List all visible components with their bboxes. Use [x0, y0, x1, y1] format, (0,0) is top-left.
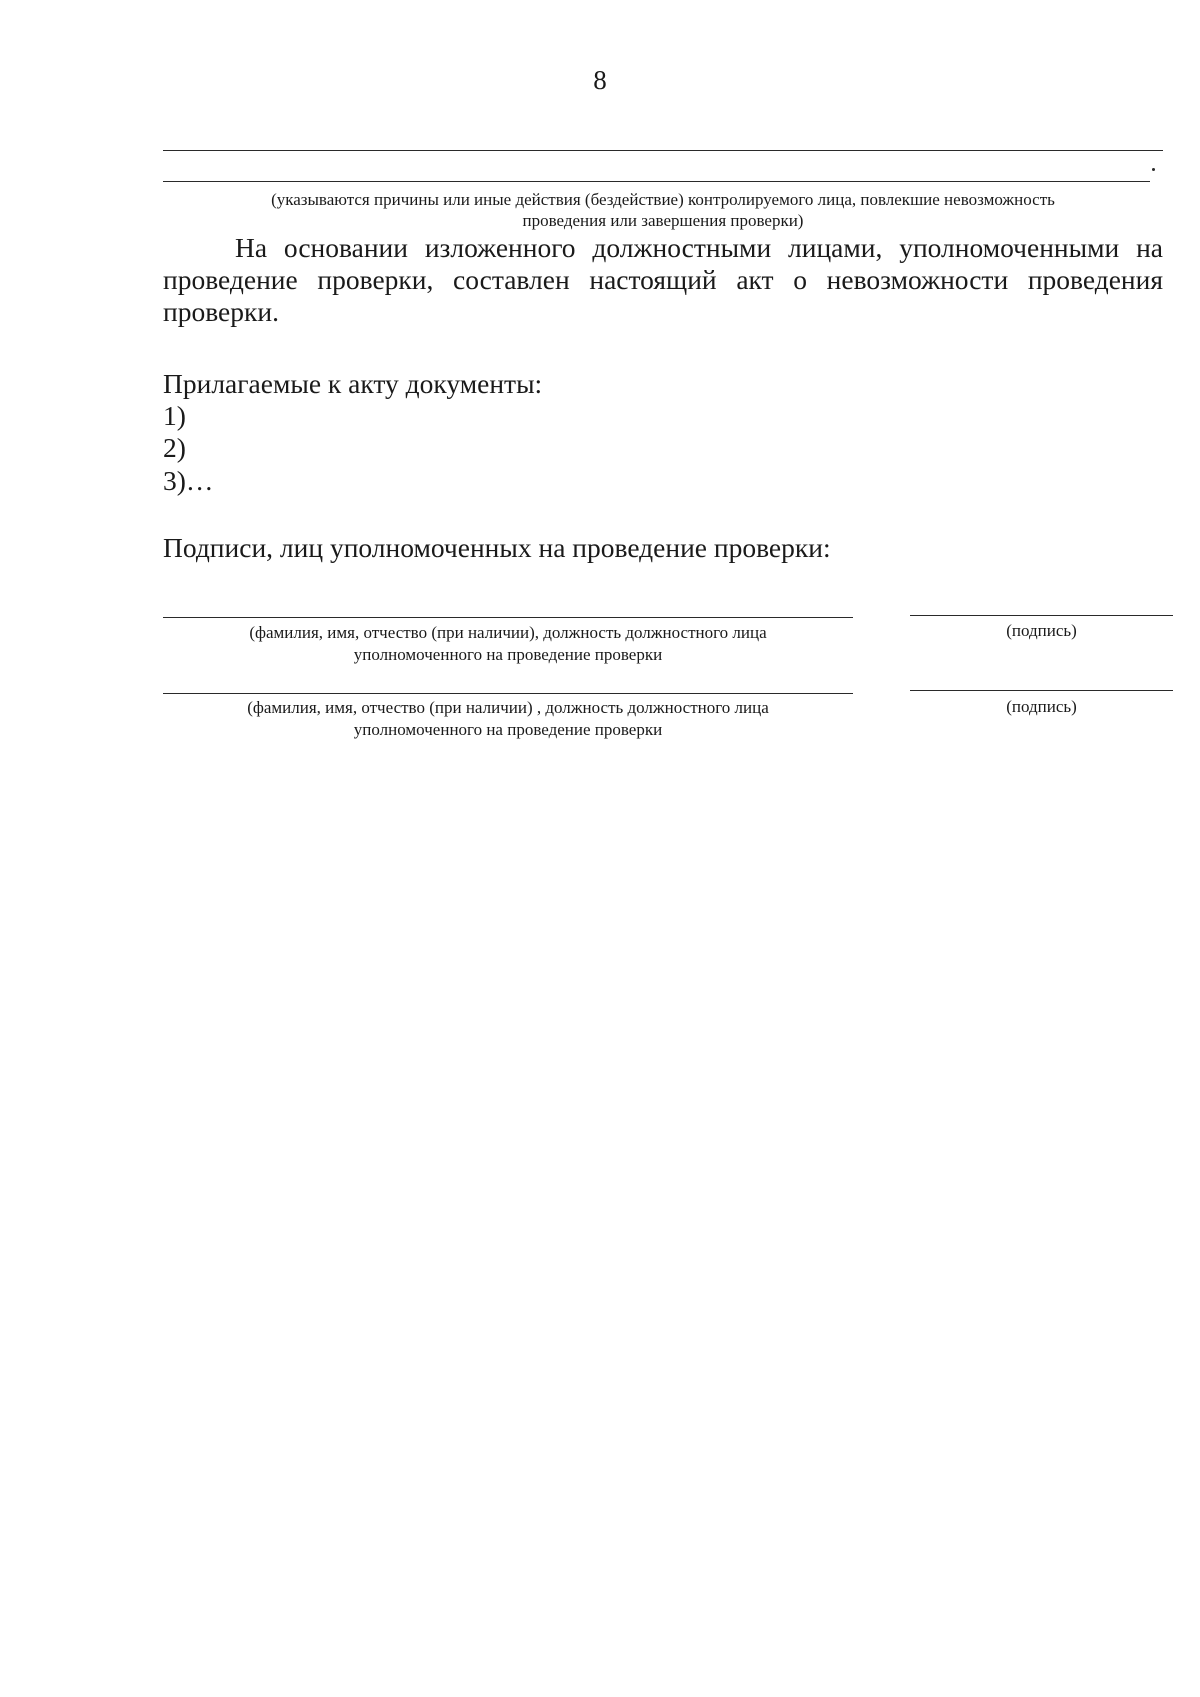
- reason-caption-line-1: (указываются причины или иные действия (бездействие) контролируемого лица, повлекшие невозможность: [271, 190, 1055, 209]
- fill-in-line-1: [163, 150, 1163, 151]
- signatures-heading: Подписи, лиц уполномоченных на проведение проверки:: [163, 532, 831, 563]
- signature-label-2: (подпись): [1006, 697, 1077, 716]
- fill-in-end-dot: [1152, 168, 1155, 171]
- signature-line-2: [910, 690, 1173, 691]
- signature-caption-1: [163, 622, 853, 666]
- reason-caption-line-2: проведения или завершения проверки): [522, 211, 804, 230]
- signature-caption-1-line-1: (фамилия, имя, отчество (при наличии), должность должностного лица: [249, 623, 767, 642]
- signature-label-1: (подпись): [1006, 621, 1077, 640]
- page-number: 8: [593, 65, 607, 95]
- attachment-item-1: 1): [163, 400, 186, 431]
- signature-caption-2: [163, 697, 853, 741]
- reason-caption: [163, 189, 1163, 231]
- signature-caption-2-line-1: (фамилия, имя, отчество (при наличии) , должность должностного лица: [247, 698, 769, 717]
- signature-caption-2-line-2: уполномоченного на проведение проверки: [353, 720, 663, 739]
- signature-caption-1-line-2: уполномоченного на проведение проверки: [353, 645, 663, 664]
- fill-in-line-2: [163, 181, 1150, 182]
- signature-name-line-1: [163, 617, 853, 618]
- attachment-item-3: 3)…: [163, 465, 214, 496]
- attachment-item-2: 2): [163, 432, 186, 463]
- signature-name-line-2: [163, 693, 853, 694]
- main-paragraph: [163, 232, 1163, 328]
- signature-line-1: [910, 615, 1173, 616]
- attachments-heading: Прилагаемые к акту документы:: [163, 368, 543, 399]
- main-paragraph-text: На основании изложенного должностными лицами, уполномоченными на проведение проверки, составлен настоящий акт о невозможности проведения проверки.: [163, 232, 1163, 327]
